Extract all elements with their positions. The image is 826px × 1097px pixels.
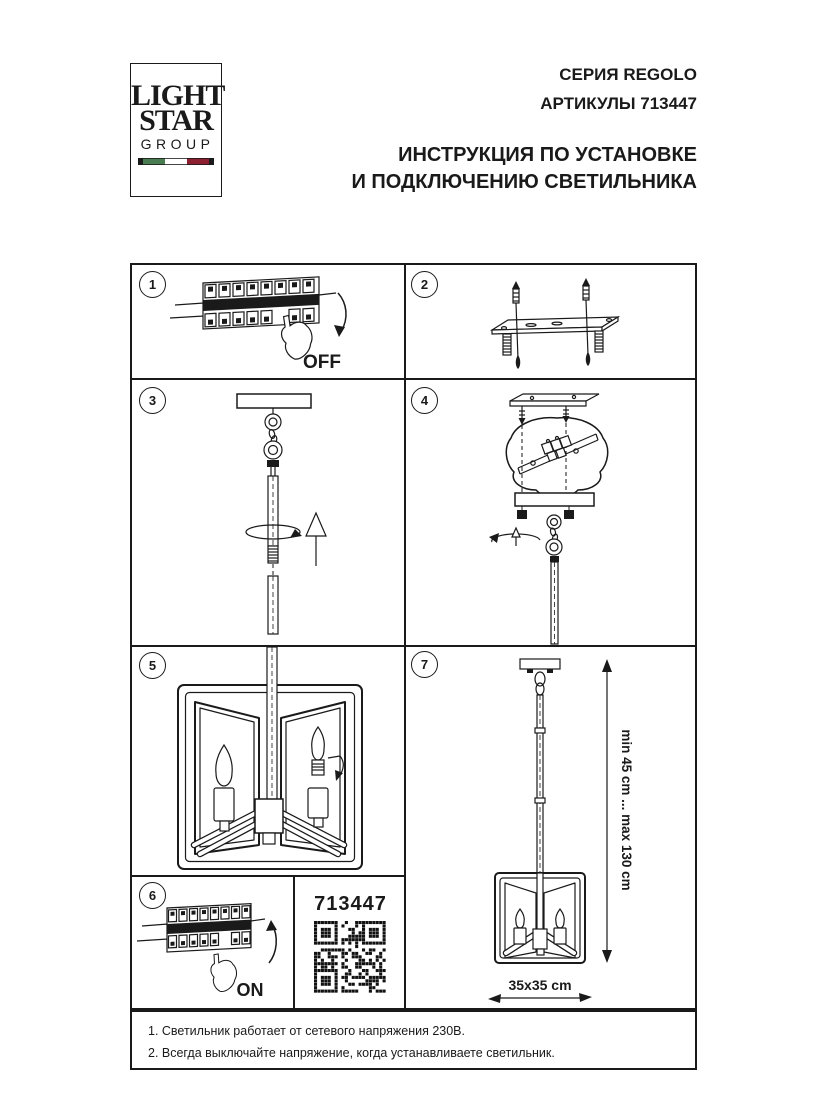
chain-knot-upper: [265, 414, 281, 430]
bulb-left: [514, 909, 526, 944]
dowel-left: [503, 334, 511, 355]
off-label: OFF: [303, 352, 341, 373]
chain-knot: [535, 672, 545, 686]
lamp-frame-drawing: [132, 647, 404, 875]
rod-socket: [550, 556, 559, 562]
ceiling-plate-perspective: [510, 394, 599, 401]
step-2-panel: [406, 265, 695, 378]
nut-right: [564, 510, 574, 519]
chain-knot-upper: [547, 515, 561, 529]
qr-code: [314, 921, 386, 993]
instruction-line-1: ИНСТРУКЦИЯ ПО УСТАНОВКЕ: [398, 144, 697, 166]
mounting-plate-drawing: [406, 265, 695, 378]
step-4-panel: [406, 380, 695, 645]
dowel-right: [595, 331, 603, 352]
rod-joint-2: [535, 798, 545, 803]
instruction-title: [351, 142, 697, 196]
candle-holder-right: [308, 788, 328, 818]
bulb-left: [214, 745, 234, 831]
note-1: 1. Светильник работает от сетевого напряжения 230В.: [148, 1024, 465, 1038]
bulb-right: [308, 727, 328, 827]
terminal-block-detail: [518, 434, 598, 474]
rod-socket: [267, 460, 279, 467]
rod-joint-1: [535, 728, 545, 733]
note-2: 2. Всегда выключайте напряжение, когда устанавливаете светильник.: [148, 1046, 555, 1060]
wall-anchor-left: [516, 355, 521, 369]
articles-title: АРТИКУЛЫ 713447: [540, 94, 697, 113]
canopy: [520, 659, 560, 669]
bulb-right: [554, 909, 566, 944]
arm-right: [278, 813, 344, 854]
canopy-wiring-drawing: [406, 380, 695, 645]
step-5-panel: [132, 647, 404, 875]
arrow-up: [306, 513, 326, 536]
step-1-number: 1: [139, 271, 166, 298]
central-hub: [533, 929, 547, 949]
chain-knot-lower: [546, 539, 562, 555]
step-3-number: 3: [139, 387, 166, 414]
safety-notes: [130, 1010, 697, 1070]
logo-star: STAR: [139, 104, 213, 137]
wall-anchor-right: [586, 352, 591, 366]
height-dimension: [602, 659, 634, 963]
series-block: [540, 60, 697, 118]
candle-holder-left: [214, 788, 234, 821]
step-2-number: 2: [411, 271, 438, 298]
article-qr-panel: [295, 877, 404, 1008]
step-6-number: 6: [139, 882, 166, 909]
logo-light: LIGHT: [131, 79, 225, 112]
step-6-panel: [132, 877, 293, 1008]
article-number: 713447: [314, 893, 387, 915]
pendant-dimensions-drawing: [406, 647, 695, 1008]
nut-left: [517, 510, 527, 519]
series-title: СЕРИЯ REGOLO: [559, 65, 697, 84]
step-7-number: 7: [411, 651, 438, 678]
step-7-panel: [406, 647, 695, 1008]
hub-tip: [263, 833, 275, 844]
central-hub: [255, 799, 283, 833]
step-3-panel: [132, 380, 404, 645]
base-size-label: 35x35 cm: [508, 977, 572, 993]
ceiling-plate: [237, 394, 311, 408]
circuit-breaker-off-drawing: [132, 265, 404, 378]
lightstar-logo: [130, 63, 225, 197]
height-range-label: min 45 cm ... max 130 cm: [619, 729, 634, 891]
hanging-screw-right: [563, 406, 570, 423]
steps-grid: [130, 263, 697, 1010]
canopy: [515, 493, 594, 506]
insert-arrow: [328, 756, 343, 781]
on-label: ON: [236, 980, 264, 1000]
hanging-screw-left: [519, 406, 526, 425]
italian-flag-bar: [138, 158, 214, 165]
width-dimension: [488, 977, 592, 1003]
logo-group: GROUP: [140, 136, 215, 152]
chain-knot-lower: [264, 441, 282, 459]
instruction-line-2: И ПОДКЛЮЧЕНИЮ СВЕТИЛЬНИКА: [351, 171, 697, 193]
rod-assembly-drawing: [132, 380, 404, 645]
step-5-number: 5: [139, 652, 166, 679]
step-4-number: 4: [411, 387, 438, 414]
step-1-panel: [132, 265, 404, 378]
